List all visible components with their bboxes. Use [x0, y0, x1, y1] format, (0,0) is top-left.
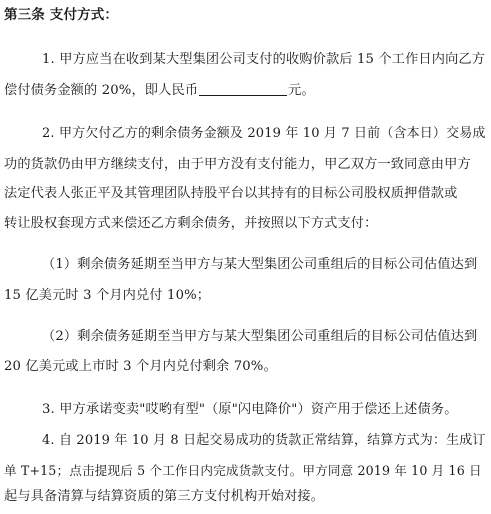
para4-line2: 单 T+15；点击提现后 5 个工作日内完成货款支付。甲方同意 2019 年 10 月 16 日	[4, 463, 482, 478]
para1-line2	[4, 82, 315, 100]
para2-line2: 功的货款仍由甲方继续支付，由于甲方没有支付能力，甲乙双方一致同意由甲方	[4, 157, 471, 172]
para1-line1: 1. 甲方应当在收到某大型集团公司支付的收购价款后 15 个工作日内向乙方	[42, 52, 486, 67]
para1-line2-text: 偿付债务金额的 20%，即人民币	[4, 83, 199, 98]
item1-line2: 15 亿美元时 3 个月内兑付 10%；	[4, 288, 211, 303]
para2-line4: 转让股权套现方式来偿还乙方剩余债务，并按照以下方式支付：	[4, 216, 378, 231]
para3-line: 3. 甲方承诺变卖"哎哟有型"（原"闪电降价"）资产用于偿还上述债务。	[42, 402, 458, 417]
item2-line2: 20 亿美元或上市时 3 个月内兑付剩余 70%。	[4, 359, 277, 374]
para2-line1: 2. 甲方欠付乙方的剩余债务金额及 2019 年 10 月 7 日前（含本日）交易成	[42, 126, 486, 141]
para4-line3: 起与具备清算与结算资质的第三方支付机构开始对接。	[4, 489, 325, 504]
para1-line2-end: 元。	[288, 83, 315, 98]
article-heading: 第三条 支付方式：	[4, 7, 119, 23]
item2-line1: （2）剩余债务延期至当甲方与某大型集团公司重组后的目标公司估值达到	[42, 329, 478, 344]
item1-line1: （1）剩余债务延期至当甲方与某大型集团公司重组后的目标公司估值达到	[42, 257, 478, 272]
para4-line1: 4. 自 2019 年 10 月 8 日起交易成功的货款正常结算，结算方式为：生成订	[42, 433, 486, 448]
amount-blank	[199, 82, 287, 96]
para2-line3: 法定代表人张正平及其管理团队持股平台以其持有的目标公司股权质押借款或	[4, 186, 458, 201]
